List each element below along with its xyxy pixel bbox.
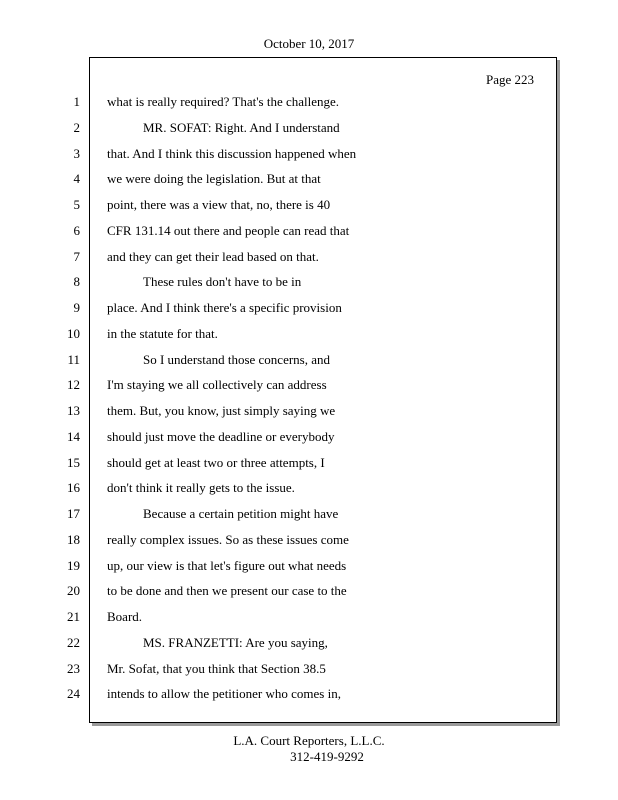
line-text: So I understand those concerns, and	[143, 351, 331, 367]
line-number: 16	[67, 480, 80, 496]
line-text: MR. SOFAT: Right. And I understand	[143, 119, 340, 135]
line-text: Mr. Sofat, that you think that Section 38.5	[107, 660, 326, 676]
line-text: should just move the deadline or everybody	[107, 428, 335, 444]
footer	[0, 733, 618, 764]
line-text: up, our view is that let's figure out what needs	[107, 557, 347, 573]
line-text: and they can get their lead based on that.	[107, 248, 319, 264]
line-number: 8	[73, 274, 80, 290]
line-text: to be done and then we present our case to the	[107, 583, 347, 599]
line-number: 23	[67, 660, 80, 676]
line-number: 2	[73, 119, 80, 135]
line-number: 18	[67, 531, 80, 547]
line-text: place. And I think there's a specific provision	[107, 300, 342, 315]
line-number: 6	[73, 222, 80, 238]
line-text: that. And I think this discussion happened when	[107, 145, 357, 161]
line-text: These rules don't have to be in	[143, 274, 302, 290]
line-number: 13	[67, 403, 80, 418]
line-number: 7	[73, 248, 80, 264]
line-number: 19	[67, 557, 80, 573]
line-number: 24	[67, 686, 80, 702]
line-number: 15	[67, 454, 80, 470]
footer-phone: 312-419-9292	[290, 749, 364, 764]
line-text: Because a certain petition might have	[143, 506, 339, 521]
line-text: intends to allow the petitioner who comes in,	[107, 686, 341, 702]
page-number: Page 223	[485, 72, 534, 87]
line-text: we were doing the legislation. But at that	[107, 171, 321, 187]
line-text: Board.	[107, 609, 143, 624]
line-number: 12	[67, 377, 80, 393]
line-number: 22	[67, 634, 80, 650]
line-text: what is really required? That's the challenge.	[107, 94, 340, 109]
line-number: 20	[67, 583, 80, 599]
line-text: CFR 131.14 out there and people can read that	[107, 222, 350, 238]
line-number: 11	[67, 351, 80, 367]
line-number: 17	[67, 506, 80, 521]
line-number: 4	[73, 171, 80, 187]
line-number: 21	[67, 609, 80, 624]
line-text: MS. FRANZETTI: Are you saying,	[143, 634, 328, 650]
line-text: them. But, you know, just simply saying we	[107, 403, 336, 418]
line-text: really complex issues. So as these issues come	[107, 531, 349, 547]
line-number: 5	[73, 197, 80, 212]
header-date: October 10, 2017	[263, 36, 355, 51]
line-number: 1	[73, 94, 80, 109]
line-number: 9	[73, 300, 80, 315]
line-number: 10	[67, 325, 80, 341]
footer-company: L.A. Court Reporters, L.L.C.	[233, 733, 385, 748]
line-text: I'm staying we all collectively can address	[107, 377, 327, 393]
line-text: in the statute for that.	[107, 325, 218, 341]
line-text: don't think it really gets to the issue.	[107, 480, 295, 496]
line-text: point, there was a view that, no, there is 40	[107, 197, 331, 212]
line-number: 3	[73, 145, 80, 161]
line-number: 14	[67, 428, 80, 444]
line-text: should get at least two or three attempts, I	[107, 454, 325, 470]
